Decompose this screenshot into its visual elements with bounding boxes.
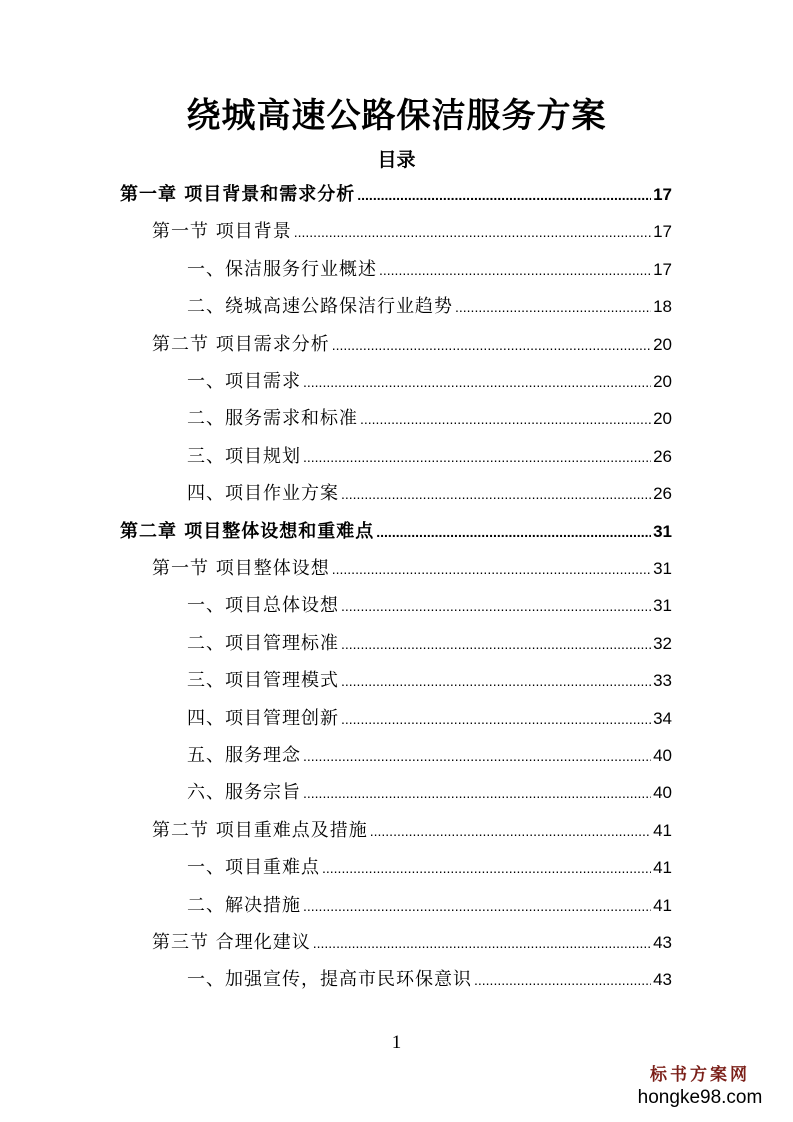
toc-dot-leader — [370, 816, 651, 846]
toc-entry-title: 第二章 项目整体设想和重难点 — [120, 520, 375, 542]
toc-entry-page-number: 40 — [653, 746, 672, 765]
toc-dot-leader — [332, 554, 651, 584]
toc-entry[interactable] — [187, 591, 672, 621]
toc-entry-page-number: 17 — [653, 222, 672, 242]
toc-dot-leader — [303, 741, 651, 771]
toc-entry[interactable] — [152, 816, 672, 846]
toc-entry[interactable] — [152, 928, 672, 958]
toc-dot-leader — [303, 442, 651, 472]
toc-entry[interactable] — [187, 965, 672, 995]
toc-entry-page-number: 26 — [653, 446, 672, 466]
toc-entry-title: 二、服务需求和标准 — [187, 408, 358, 430]
toc-entry-page-number: 17 — [653, 185, 672, 204]
toc-entry-title: 第二节 项目重难点及措施 — [152, 819, 368, 841]
toc-dot-leader — [313, 928, 651, 958]
toc-entry-title: 第一节 项目整体设想 — [152, 558, 330, 579]
toc-entry[interactable] — [187, 704, 672, 734]
toc-entry[interactable] — [187, 479, 672, 509]
toc-entry[interactable] — [187, 666, 672, 696]
toc-entry-title: 二、绕城高速公路保洁行业趋势 — [187, 296, 453, 318]
toc-dot-leader — [341, 666, 651, 696]
toc-dot-leader — [341, 591, 651, 621]
toc-dot-leader — [294, 217, 651, 247]
page-number: 1 — [391, 1032, 402, 1053]
toc-entry-title: 二、解决措施 — [187, 894, 301, 916]
watermark-url: hongke98.com — [637, 1087, 763, 1108]
toc-entry-page-number: 43 — [653, 933, 672, 952]
toc-entry[interactable] — [187, 442, 672, 472]
toc-entry-page-number: 20 — [653, 334, 672, 354]
toc-entry[interactable] — [120, 180, 672, 210]
toc-entry-title: 第一节 项目背景 — [152, 221, 292, 243]
toc-entry[interactable] — [187, 404, 672, 434]
toc-entry-page-number: 34 — [653, 708, 672, 728]
toc-dot-leader — [303, 891, 651, 921]
toc-entry-page-number: 40 — [653, 783, 672, 803]
toc-entry-title: 第一章 项目背景和需求分析 — [120, 184, 356, 205]
toc-entry[interactable] — [187, 741, 672, 771]
toc-entry-title: 三、项目规划 — [187, 445, 301, 467]
toc-dot-leader — [322, 853, 651, 883]
toc-entry[interactable] — [152, 554, 672, 584]
toc-entry-title: 一、项目需求 — [187, 371, 301, 392]
toc-entry-page-number: 31 — [653, 596, 672, 616]
toc-entry[interactable] — [187, 778, 672, 808]
toc-entry-title: 第二节 项目需求分析 — [152, 333, 330, 355]
toc-entry-page-number: 31 — [653, 559, 672, 578]
toc-entry-title: 四、项目管理创新 — [187, 707, 339, 729]
toc-entry-page-number: 32 — [653, 633, 672, 653]
toc-dot-leader — [332, 330, 651, 360]
toc-entry[interactable] — [152, 330, 672, 360]
toc-entry[interactable] — [187, 367, 672, 397]
toc-dot-leader — [455, 292, 651, 322]
toc-entry-page-number: 41 — [653, 820, 672, 840]
toc-entry-title: 一、项目总体设想 — [187, 595, 339, 617]
toc-entry-title: 二、项目管理标准 — [187, 632, 339, 654]
toc-entry-page-number: 26 — [653, 484, 672, 504]
toc-entry[interactable] — [187, 891, 672, 921]
toc-entry-title: 一、保洁服务行业概述 — [187, 258, 377, 280]
toc-entry-title: 四、项目作业方案 — [187, 483, 339, 505]
toc-entry-page-number: 33 — [653, 671, 672, 691]
toc-entry[interactable] — [187, 853, 672, 883]
toc-entry[interactable] — [152, 217, 672, 247]
toc-entry-title: 五、服务理念 — [187, 745, 301, 766]
toc-entry-title: 一、加强宣传，提高市民环保意识 — [187, 969, 472, 991]
toc-entry-page-number: 41 — [653, 895, 672, 915]
toc-entry-page-number: 18 — [653, 297, 672, 317]
toc-entry[interactable] — [187, 629, 672, 659]
toc-entry-page-number: 20 — [653, 372, 672, 391]
toc-dot-leader — [341, 629, 651, 659]
watermark-site-name: 标书方案网 — [650, 1065, 750, 1085]
toc-entry-page-number: 41 — [653, 858, 672, 878]
toc-entry[interactable] — [120, 517, 672, 547]
toc-entry-title: 三、项目管理模式 — [187, 670, 339, 692]
toc-dot-leader — [474, 965, 651, 995]
toc-entry[interactable] — [187, 292, 672, 322]
toc-dot-leader — [341, 479, 651, 509]
document-title: 绕城高速公路保洁服务方案 — [186, 96, 607, 136]
toc-entry-page-number: 17 — [653, 259, 672, 279]
toc-dot-leader — [360, 404, 651, 434]
toc-entry-page-number: 31 — [653, 521, 672, 541]
toc-dot-leader — [303, 778, 651, 808]
toc-entry-title: 第三节 合理化建议 — [152, 932, 311, 953]
toc-entry-title: 一、项目重难点 — [187, 857, 320, 879]
toc-entry[interactable] — [187, 255, 672, 285]
toc-dot-leader — [303, 367, 651, 397]
toc-heading: 目录 — [377, 149, 416, 171]
toc-entry-page-number: 20 — [653, 409, 672, 429]
toc-dot-leader — [376, 517, 651, 547]
site-watermark[interactable] — [625, 1064, 775, 1110]
toc-entry-title: 六、服务宗旨 — [187, 782, 301, 804]
toc-dot-leader — [379, 255, 651, 285]
toc-entry-page-number: 43 — [653, 970, 672, 990]
toc-dot-leader — [357, 180, 651, 210]
toc-dot-leader — [341, 704, 651, 734]
